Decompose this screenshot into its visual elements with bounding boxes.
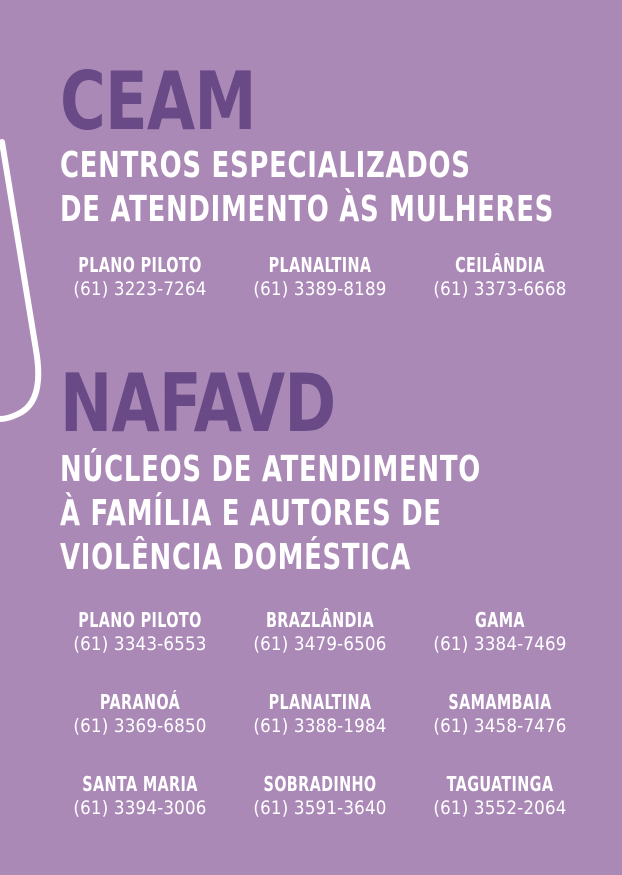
unit-phone: (61) 3388-1984 [253,715,387,737]
unit-phone: (61) 3343-6553 [73,633,207,655]
ceam-unit-ceilandia [410,254,590,302]
nafavd-unit-paranoa [50,691,230,739]
nafavd-unit-gama [410,609,590,657]
unit-name: PLANO PILOTO [78,608,202,632]
unit-phone: (61) 3394-3006 [73,797,207,819]
nafavd-subtitle-line: VIOLÊNCIA DOMÉSTICA [60,537,412,578]
unit-phone: (61) 3384-7469 [433,633,567,655]
unit-name: SOBRADINHO [263,772,377,796]
unit-phone: (61) 3389-8189 [253,278,387,300]
ceam-subtitle [60,144,554,232]
nafavd-unit-samambaia [410,691,590,739]
nafavd-units-list [50,609,590,821]
ceam-units-list [50,254,590,302]
unit-name: PLANO PILOTO [78,253,202,277]
ceam-subtitle-line: DE ATENDIMENTO ÀS MULHERES [60,189,555,230]
unit-phone: (61) 3479-6506 [253,633,387,655]
unit-name: PLANALTINA [268,690,372,714]
unit-phone: (61) 3552-2064 [433,797,567,819]
unit-phone: (61) 3458-7476 [433,715,567,737]
ceam-unit-planaltina [230,254,410,302]
unit-phone: (61) 3373-6668 [433,278,567,300]
ceam-unit-plano-piloto [50,254,230,302]
unit-name: SAMAMBAIA [448,690,552,714]
nafavd-unit-plano-piloto [50,609,230,657]
unit-name: PLANALTINA [268,253,372,277]
ceam-subtitle-line: CENTROS ESPECIALIZADOS [60,145,471,186]
unit-name: GAMA [475,608,525,632]
unit-name: PARANOÁ [99,690,181,714]
nafavd-subtitle-line: NÚCLEOS DE ATENDIMENTO [60,449,481,490]
nafavd-unit-taguatinga [410,773,590,821]
nafavd-subtitle [60,448,481,580]
nafavd-unit-brazlandia [230,609,410,657]
nafavd-unit-santa-maria [50,773,230,821]
ceam-title: CEAM [60,55,256,148]
nafavd-unit-sobradinho [230,773,410,821]
unit-name: BRAZLÂNDIA [265,608,375,632]
unit-name: TAGUATINGA [446,772,554,796]
unit-phone: (61) 3591-3640 [253,797,387,819]
nafavd-unit-planaltina [230,691,410,739]
nafavd-title: NAFAVD [60,357,336,450]
nafavd-subtitle-line: À FAMÍLIA E AUTORES DE [60,493,442,534]
unit-name: SANTA MARIA [82,772,198,796]
unit-phone: (61) 3223-7264 [73,278,207,300]
unit-phone: (61) 3369-6850 [73,715,207,737]
unit-name: CEILÂNDIA [455,253,545,277]
